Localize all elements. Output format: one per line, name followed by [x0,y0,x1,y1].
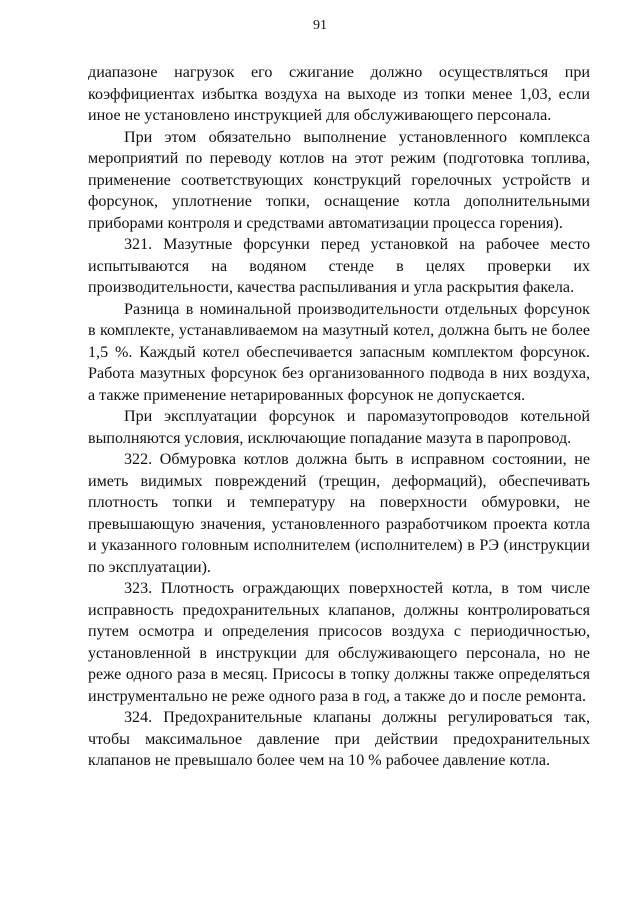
paragraph-322: 322. Обмуровка котлов должна быть в исправном состоянии, не иметь видимых повреждений (трещин, деформаций), обеспечивать плотность топки и температуру на поверхности обмуровки, не превышающую значения, установленного разработчиком проекта котла и указанного головным исполнителем (исполнителем) в РЭ (инструкции по эксплуатации). [88,451,590,576]
paragraph-burner-setup: При этом обязательно выполнение установленного комплекса мероприятий по переводу котлов на этот режим (подготовка топлива, применение соответствующих конструкций горелочных устройств и форсунок, уплотнение топки, оснащение котла дополнительными приборами контроля и средствами автоматизации процесса горения). [88,128,590,232]
paragraph-321: 321. Мазутные форсунки перед установкой на рабочее место испытываются на водяном стенде в целях проверки их производительности, качества распыливания и угла раскрытия факела. [88,236,590,296]
paragraph-continuation: диапазоне нагрузок его сжигание должно осуществляться при коэффициентах избытка воздуха на выходе из топки менее 1,03, если иное не установлено инструкцией для обслуживающего персонала. [88,64,590,124]
paragraph-323: 323. Плотность ограждающих поверхностей котла, в том числе исправность предохранительных клапанов, должны контролироваться путем осмотра и определения присосов воздуха с периодичностью, установленной в инструкции для обслуживающего персонала, но не реже одного раза в месяц. Присосы в топку должны также определяться инструментально не реже одного раза в год, а также до и после ремонта. [88,580,590,705]
page-number: 91 [313,18,327,33]
paragraph-324: 324. Предохранительные клапаны должны регулироваться так, чтобы максимальное давление при действии предохранительных клапанов не превышало более чем на 10 % рабочее давление котла. [88,709,590,769]
paragraph-nozzle-capacity: Разница в номинальной производительности отдельных форсунок в комплекте, устанавливаемом на мазутный котел, должна быть не более 1,5 %. Каждый котел обеспечивается запасным комплектом форсунок. Работа мазутных форсунок без организованного подвода в них воздуха, а также применение нетарированных форсунок не допускается. [88,300,590,404]
document-body [88,62,590,772]
paragraph-fuel-oil-lines: При эксплуатации форсунок и паромазутопроводов котельной выполняются условия, исключающие попадание мазута в паропровод. [88,408,590,447]
